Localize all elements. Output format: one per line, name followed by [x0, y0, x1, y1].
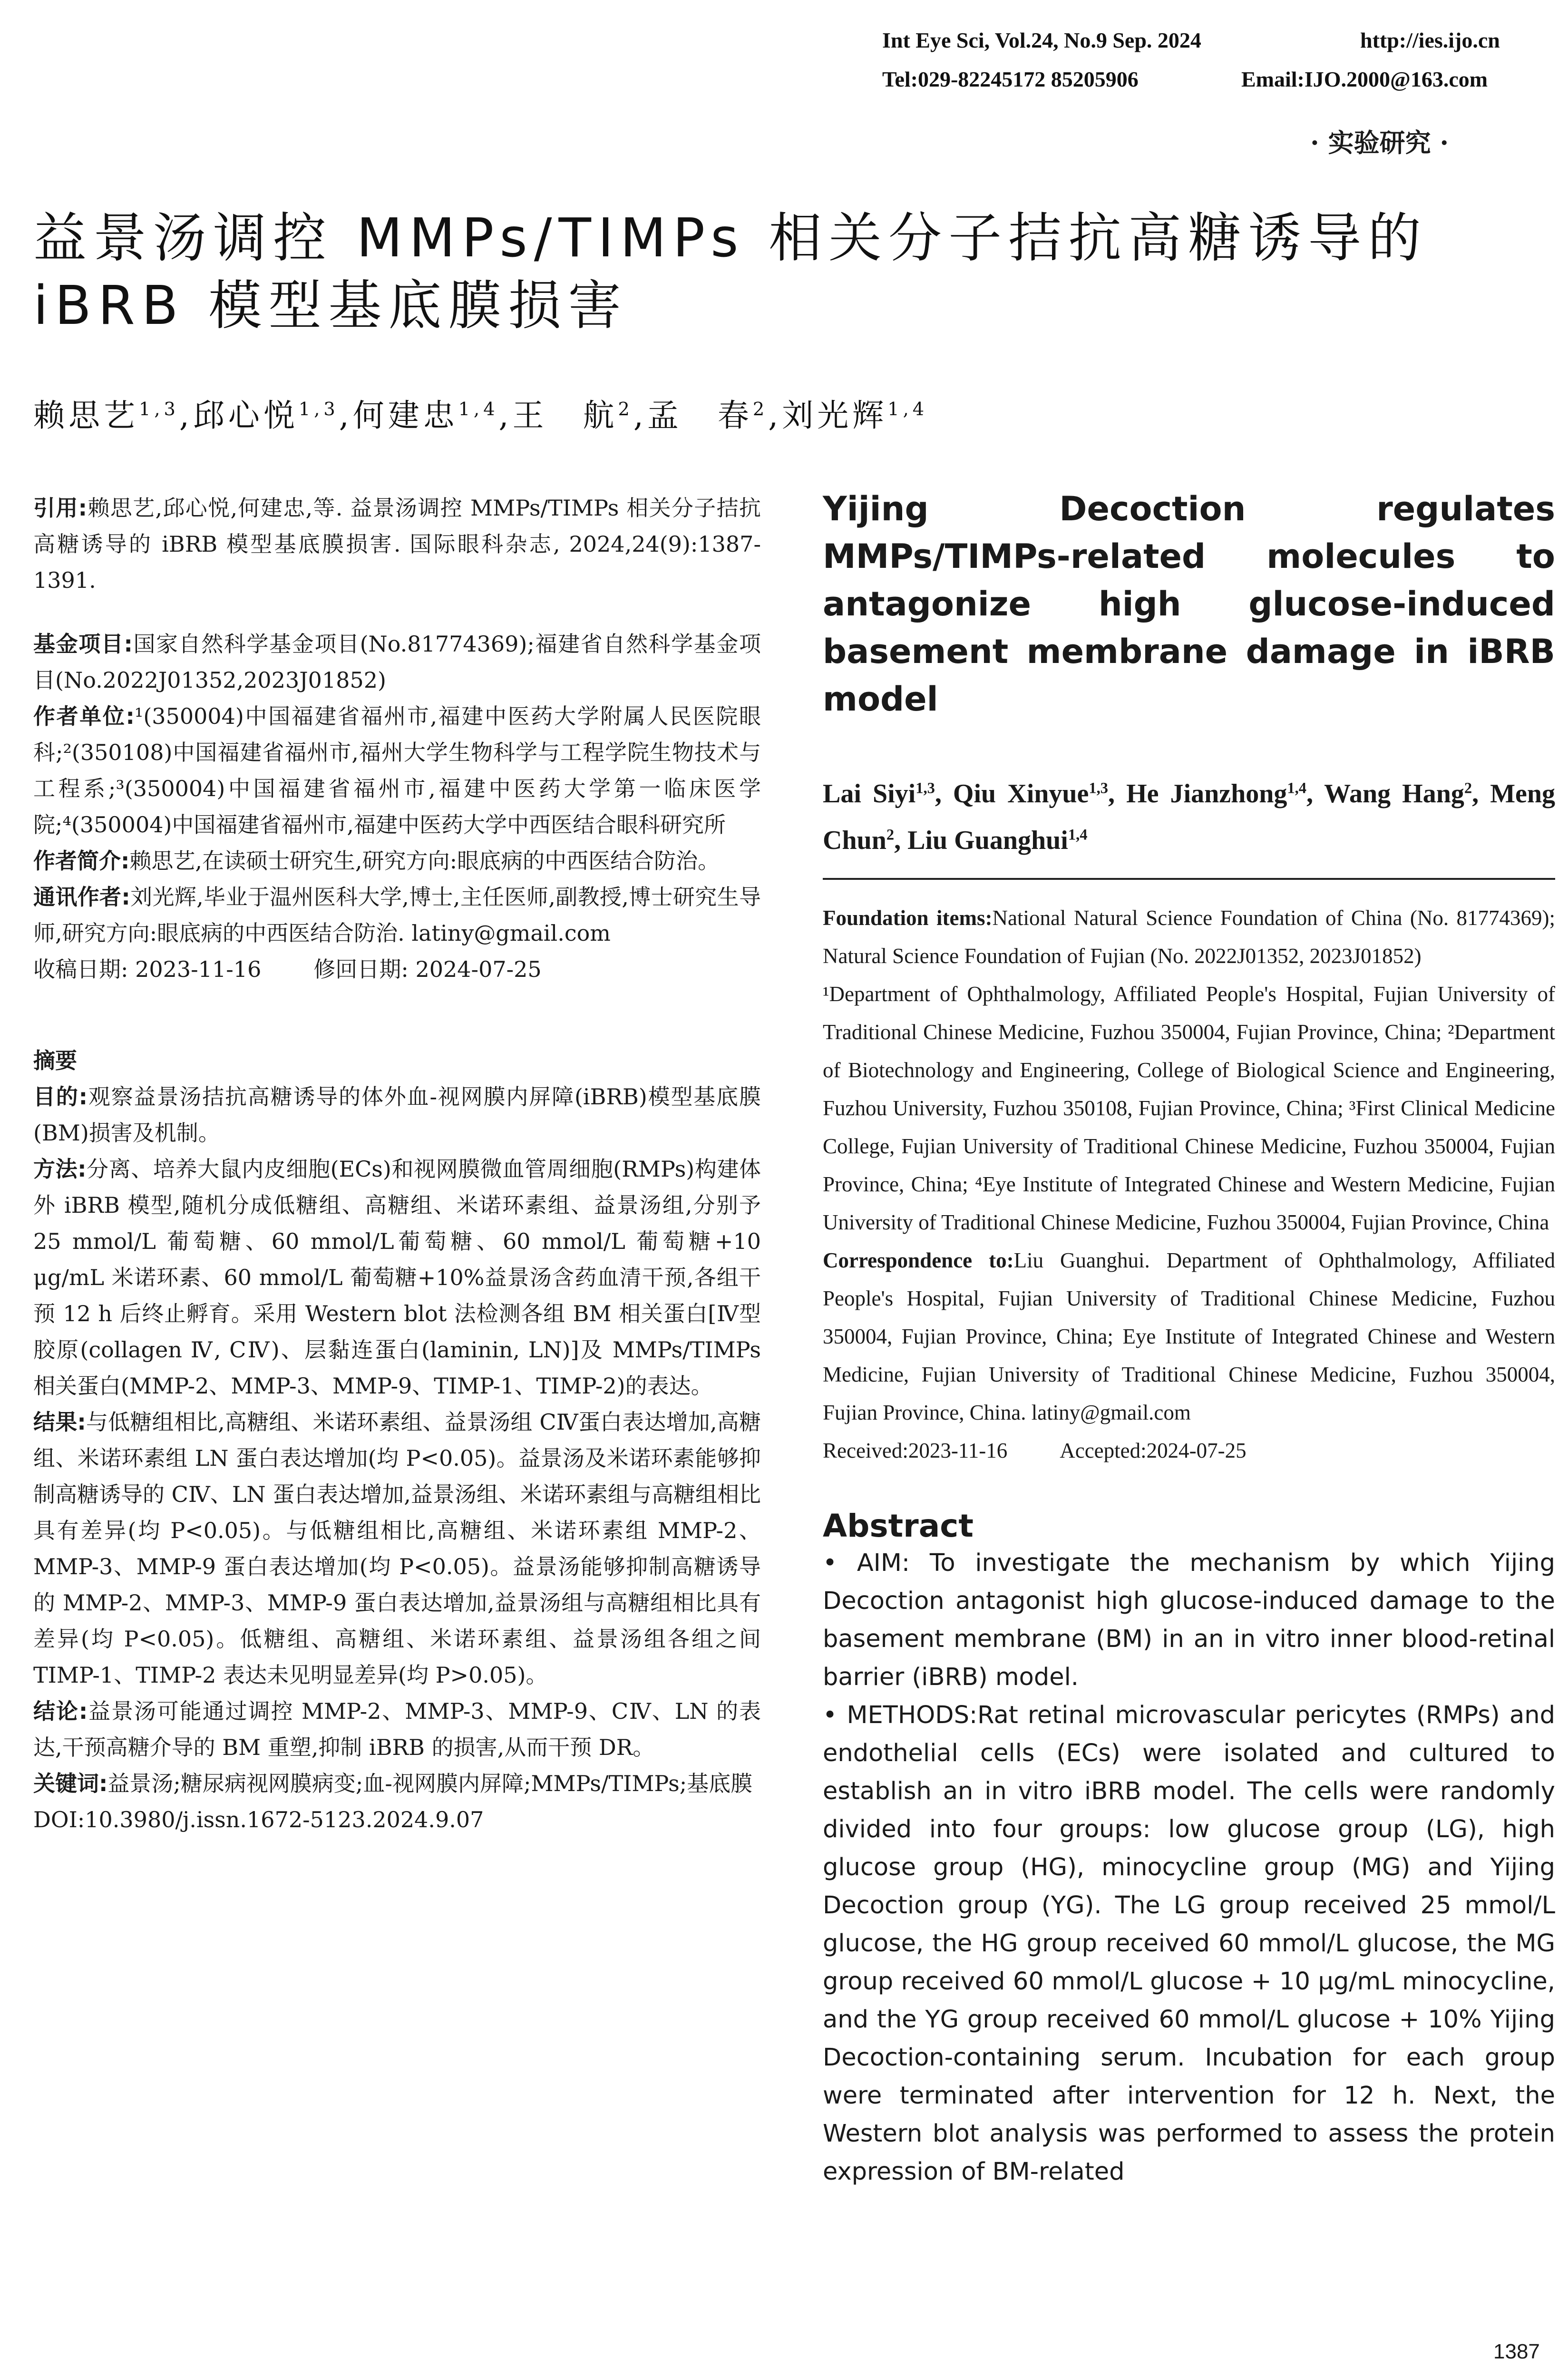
author-en: He Jianzhong — [1126, 779, 1287, 809]
author-list-cn: 赖思艺$^{1,3}$,邱心悦$^{1,3}$,何建忠$^{1,4}$,王 航$^2$,孟 春$^2$,刘光辉$^{1,4}$ — [33, 397, 928, 434]
abstract-heading-en: Abstract — [823, 1508, 974, 1544]
author-affil-sup: 2 — [1464, 779, 1472, 797]
foundation-label: Foundation items: — [823, 906, 993, 930]
dates-cn — [33, 951, 761, 987]
citation-text: 赖思艺,邱心悦,何建忠,等. 益景汤调控 MMPs/TIMPs 相关分子拮抗高糖诱导的 iBRB 模型基底膜损害. 国际眼科杂志, 2024,24(9):1387-1391. — [33, 495, 761, 593]
author-en: Qiu Xinyue — [953, 779, 1089, 809]
author-en: Liu Guanghui — [907, 826, 1068, 855]
abstract-en — [823, 1544, 1555, 2191]
abstract-results-cn — [33, 1404, 761, 1693]
journal-tel: Tel:029-82245172 85205906 — [882, 67, 1139, 91]
journal-email: Email:IJO.2000@163.com — [1241, 67, 1488, 91]
aim-label-en: • AIM: — [823, 1549, 910, 1577]
right-column — [823, 485, 1555, 2191]
bio-label: 作者简介: — [33, 848, 130, 874]
page-number: 1387 — [1493, 2340, 1540, 2363]
author-affil-sup: 1,4 — [458, 399, 499, 420]
fund-label: 基金项目: — [33, 631, 133, 657]
aim-label-cn: 目的: — [33, 1084, 88, 1110]
revised-date-cn: 修回日期: 2024-07-25 — [313, 956, 542, 982]
methods-label-en: • METHODS: — [823, 1701, 978, 1729]
unit-text: ¹(350004)中国福建省福州市,福建中医药大学附属人民医院眼科;²(350108)中国福建省福州市,福州大学生物科学与工程学院生物技术与工程系;³(350004)中国福建省福州市,福建中医药大学第一临床医学院;⁴(350004)中国福建省福州市,福建中医药大学中西医结合眼科研究所 — [33, 703, 761, 838]
correspondence-label: Correspondence to: — [823, 1248, 1014, 1272]
author-cn: 刘光辉 — [782, 397, 888, 434]
aim-text-cn: 观察益景汤拮抗高糖诱导的体外血-视网膜内屏障(iBRB)模型基底膜(BM)损害及机制。 — [33, 1084, 761, 1146]
author-affil-sup: 2 — [886, 826, 895, 844]
foundation-items — [823, 899, 1555, 975]
author-cn: 何建忠 — [352, 397, 458, 434]
dates-en — [823, 1432, 1555, 1470]
bio-text: 赖思艺,在读硕士研究生,研究方向:眼底病的中西医结合防治。 — [129, 848, 720, 874]
author-list-en: Lai Siyi$^{1,3}$, Qiu Xinyue$^{1,3}$, He Jianzhong$^{1,4}$, Wang Hang$^2$, Meng Chun$^2$, Liu Guanghui$^{1,4}$ — [823, 779, 1556, 855]
results-label-cn: 结果: — [33, 1409, 86, 1435]
author-affil-sup: 1,3 — [915, 779, 935, 797]
corresponding-author — [33, 879, 761, 951]
corr-label: 通讯作者: — [33, 884, 130, 910]
author-affil-sup: 1,4 — [1287, 779, 1306, 797]
keywords-text-cn: 益景汤;糖尿病视网膜病变;血-视网膜内屏障;MMPs/TIMPs;基底膜 — [107, 1771, 753, 1796]
author-cn: 邱心悦 — [193, 397, 299, 434]
author-affil-sup: 1,4 — [1068, 826, 1088, 844]
unit-label: 作者单位: — [33, 703, 135, 729]
article-title-cn: 益景汤调控 MMPs/TIMPs 相关分子拮抗高糖诱导的 iBRB 模型基底膜损害 — [33, 207, 1428, 337]
methods-text-cn: 分离、培养大鼠内皮细胞(ECs)和视网膜微血管周细胞(RMPs)构建体外 iBRB 模型,随机分成低糖组、高糖组、米诺环素组、益景汤组,分别予 25 mmol/L 葡萄糖、60 mmol/L葡萄糖、60 mmol/L 葡萄糖+10 μg/mL 米诺环素、60 mmol/L 葡萄糖+10%益景汤含药血清干预,各组干预 12 h 后终止孵育。采用 Western blot 法检测各组 BM 相关蛋白[Ⅳ型胶原(collagen Ⅳ, CⅣ)、层黏连蛋白(laminin, LN)]及 MMPs/TIMPs 相关蛋白(MMP-2、MMP-3、MMP-9、TIMP-1、TIMP-2)的表达。 — [33, 1156, 761, 1399]
doi[interactable]: DOI:10.3980/j.issn.1672-5123.2024.9.07 — [33, 1807, 484, 1832]
methods-text-en: Rat retinal microvascular pericytes (RMPs) and endothelial cells (ECs) were isolated and cultured to establish an in vitro iBRB model. The cells were randomly divided into four groups: low glucose group (LG), high glucose group (HG), minocycline group (MG) and Yijing Decoction group (YG). The LG group received 25 mmol/L glucose, the HG group received 60 mmol/L glucose, the MG group received 60 mmol/L glucose + 10 μg/mL minocycline, and the YG group received 60 mmol/L glucose + 10% Yijing Decoction-containing serum. Incubation for each group were terminated after intervention for 12 h. Next, the Western blot analysis was performed to assess the protein expression of BM-related — [823, 1701, 1555, 2186]
abstract-heading-cn: 摘要 — [33, 1048, 77, 1073]
journal-issue-line: Int Eye Sci, Vol.24, No.9 Sep. 2024 — [882, 28, 1201, 52]
author-en: Meng Chun — [823, 779, 1556, 855]
correspondence-text: Liu Guanghui. Department of Ophthalmology, Affiliated People's Hospital, Fujian University of Traditional Chinese Medicine, Fuzhou 350004, Fujian Province, China; Eye Institute of Integrated Chinese and Western Medicine, Fujian University of Traditional Chinese Medicine, Fuzhou 350004, Fujian Province, China. latiny@gmail.com — [823, 1248, 1555, 1424]
abstract-conclusion-cn — [33, 1693, 761, 1765]
results-text-cn: 与低糖组相比,高糖组、米诺环素组、益景汤组 CⅣ蛋白表达增加,高糖组、米诺环素组 LN 蛋白表达增加(均 P<0.05)。益景汤及米诺环素能够抑制高糖诱导的 CⅣ、LN 蛋白表达增加,益景汤组、米诺环素组与高糖组相比具有差异(均 P<0.05)。与低糖组相比,高糖组、米诺环素组 MMP-2、MMP-3、MMP-9 蛋白表达增加(均 P<0.05)。益景汤能够抑制高糖诱导的 MMP-2、MMP-3、MMP-9 蛋白表达增加,益景汤组与高糖组相比具有差异(均 P<0.05)。低糖组、高糖组、米诺环素组、益景汤组各组之间 TIMP-1、TIMP-2 表达未见明显差异(均 P>0.05)。 — [33, 1409, 761, 1688]
received-date-en: Received:2023-11-16 — [823, 1439, 1008, 1462]
correspondence-en — [823, 1241, 1555, 1432]
author-units — [33, 698, 761, 843]
conclusion-label-cn: 结论: — [33, 1698, 88, 1724]
section-tag: · 实验研究 · — [1310, 127, 1449, 158]
methods-label-cn: 方法: — [33, 1156, 87, 1182]
abstract-methods-en — [823, 1696, 1555, 2191]
fund-text: 国家自然科学基金项目(No.81774369);福建省自然科学基金项目(No.2022J01352,2023J01852) — [33, 631, 761, 693]
citation — [33, 490, 761, 598]
front-matter-en — [823, 899, 1555, 1470]
author-cn: 孟 春 — [647, 397, 753, 434]
accepted-date-en: Accepted:2024-07-25 — [1060, 1439, 1247, 1462]
abstract-aim-en — [823, 1544, 1555, 1696]
author-en: Wang Hang — [1324, 779, 1464, 809]
author-affil-sup: 1,3 — [139, 399, 179, 420]
author-affil-sup: 1,3 — [1089, 779, 1108, 797]
foundation-text: National Natural Science Foundation of China (No. 81774369); Natural Science Foundation of Fujian (No. 2022J01352, 2023J01852) — [823, 906, 1555, 968]
author-affil-sup: 1,3 — [298, 399, 339, 420]
author-bio — [33, 843, 761, 879]
author-affil-sup: 1,4 — [887, 399, 928, 420]
conclusion-text-cn: 益景汤可能通过调控 MMP-2、MMP-3、MMP-9、CⅣ、LN 的表达,干预高糖介导的 BM 重塑,抑制 iBRB 的损害,从而干预 DR。 — [33, 1698, 761, 1760]
article-title-en: Yijing Decoction regulates MMPs/TIMPs-related molecules to antagonize high glucose-induced basement membrane damage in iBRB model — [823, 489, 1555, 719]
journal-url[interactable]: http://ies.ijo.cn — [1360, 28, 1500, 52]
affiliations-en: ¹Department of Ophthalmology, Affiliated People's Hospital, Fujian University of Traditional Chinese Medicine, Fuzhou 350004, Fujian Province, China; ²Department of Biotechnology and Engineering, College of Biological Science and Engineering, Fuzhou University, Fuzhou 350108, Fujian Province, China; ³First Clinical Medicine College, Fujian University of Traditional Chinese Medicine, Fuzhou 350004, Fujian Province, China; ⁴Eye Institute of Integrated Chinese and Western Medicine, Fujian University of Traditional Chinese Medicine, Fuzhou 350004, Fujian Province, China — [823, 982, 1555, 1234]
author-en: Lai Siyi — [823, 779, 916, 809]
author-affil-sup: 2 — [752, 399, 769, 420]
fund-info — [33, 626, 761, 698]
aim-text-en: To investigate the mechanism by which Yijing Decoction antagonist high glucose-induced damage to the basement membrane (BM) in an in vitro inner blood-retinal barrier (iBRB) model. — [823, 1549, 1555, 1691]
received-date-cn: 收稿日期: 2023-11-16 — [33, 956, 262, 982]
abstract-aim-cn — [33, 1079, 761, 1151]
author-cn: 赖思艺 — [33, 397, 139, 434]
author-cn: 王 航 — [512, 397, 618, 434]
keywords-cn — [33, 1765, 761, 1802]
citation-label: 引用: — [33, 495, 88, 521]
corr-text: 刘光辉,毕业于温州医科大学,博士,主任医师,副教授,博士研究生导师,研究方向:眼底病的中西医结合防治. latiny@gmail.com — [33, 884, 761, 946]
abstract-methods-cn — [33, 1151, 761, 1404]
keywords-label-cn: 关键词: — [33, 1771, 108, 1796]
left-column — [33, 490, 761, 1838]
author-affil-sup: 2 — [618, 399, 633, 420]
